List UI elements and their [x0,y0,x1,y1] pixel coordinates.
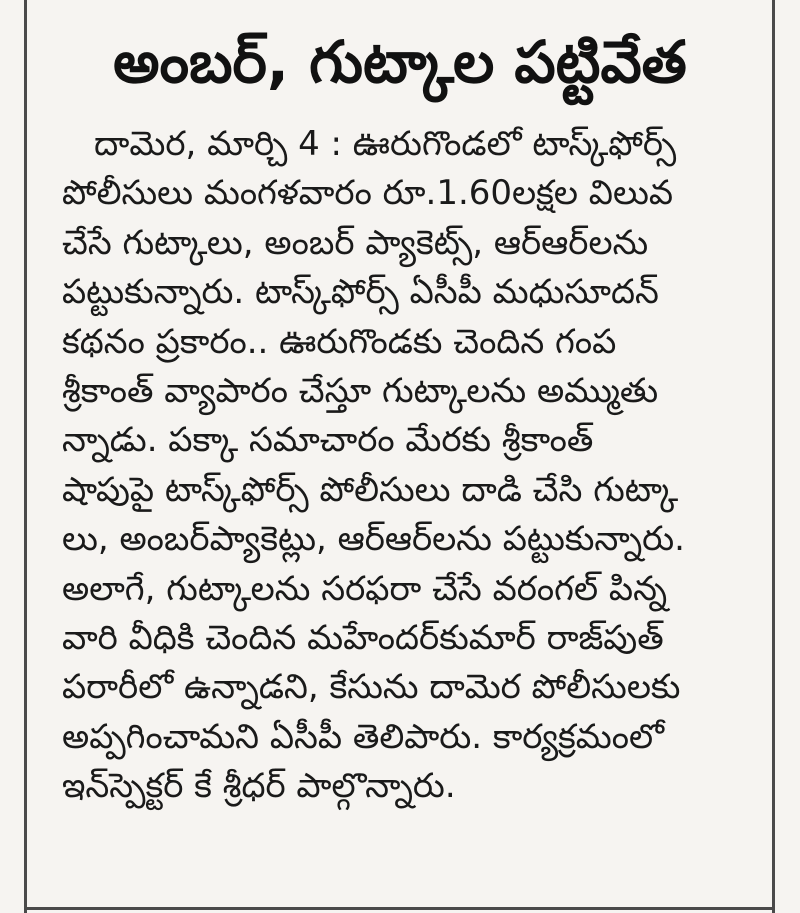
article-line: పరారీలో ఉన్నాడని, కేసును దామెర పోలీసులకు [62,667,681,708]
article-line: వారి వీధికి చెందిన మహేందర్‌కుమార్ రాజ్‌పుత్ [62,617,664,658]
article-line: పోలీసులు మంగళవారం రూ.1.60లక్షల విలువ [62,173,674,214]
article-line: కథనం ప్రకారం.. ఊరుగొండకు చెందిన గంప [62,321,617,362]
column-rule-left [24,0,27,913]
article-line: అప్పగించామని ఏసీపీ తెలిపారు. కార్యక్రమంలో [62,716,664,757]
article-body [62,120,752,811]
article-line: శ్రీకాంత్ వ్యాపారం చేస్తూ గుట్కాలను అమ్ముతు [62,370,659,411]
column-rule-right [772,0,775,913]
article-line: లు, అంబర్‌ప్యాకెట్లు, ఆర్‌ఆర్‌లను పట్టుకున్నారు. [62,519,685,560]
article-headline: అంబర్, గుట్కాల పట్టివేత [113,28,687,96]
article-line: చేసే గుట్కాలు, అంబర్ ప్యాకెట్స్, ఆర్‌ఆర్‌లను [62,222,649,263]
article-line: ఇన్‌స్పెక్టర్ కే శ్రీధర్ పాల్గొన్నారు. [62,766,456,807]
article-line: న్నాడు. పక్కా సమాచారం మేరకు శ్రీకాంత్ [62,420,594,461]
article-line: షాపుపై టాస్క్‌ఫోర్స్ పోలీసులు దాడి చేసి గుట్కా [62,469,679,510]
column-rule-bottom [24,907,775,910]
article-line: పట్టుకున్నారు. టాస్క్‌ఫోర్స్ ఏసీపీ మధుసూదన్ [62,272,659,313]
article-line: దామెర, మార్చి 4 : ఊరుగొండలో టాస్క్‌ఫోర్స్ [94,124,677,164]
article-line: అలాగే, గుట్కాలను సరఫరా చేసే వరంగల్ పిన్న [62,568,668,609]
